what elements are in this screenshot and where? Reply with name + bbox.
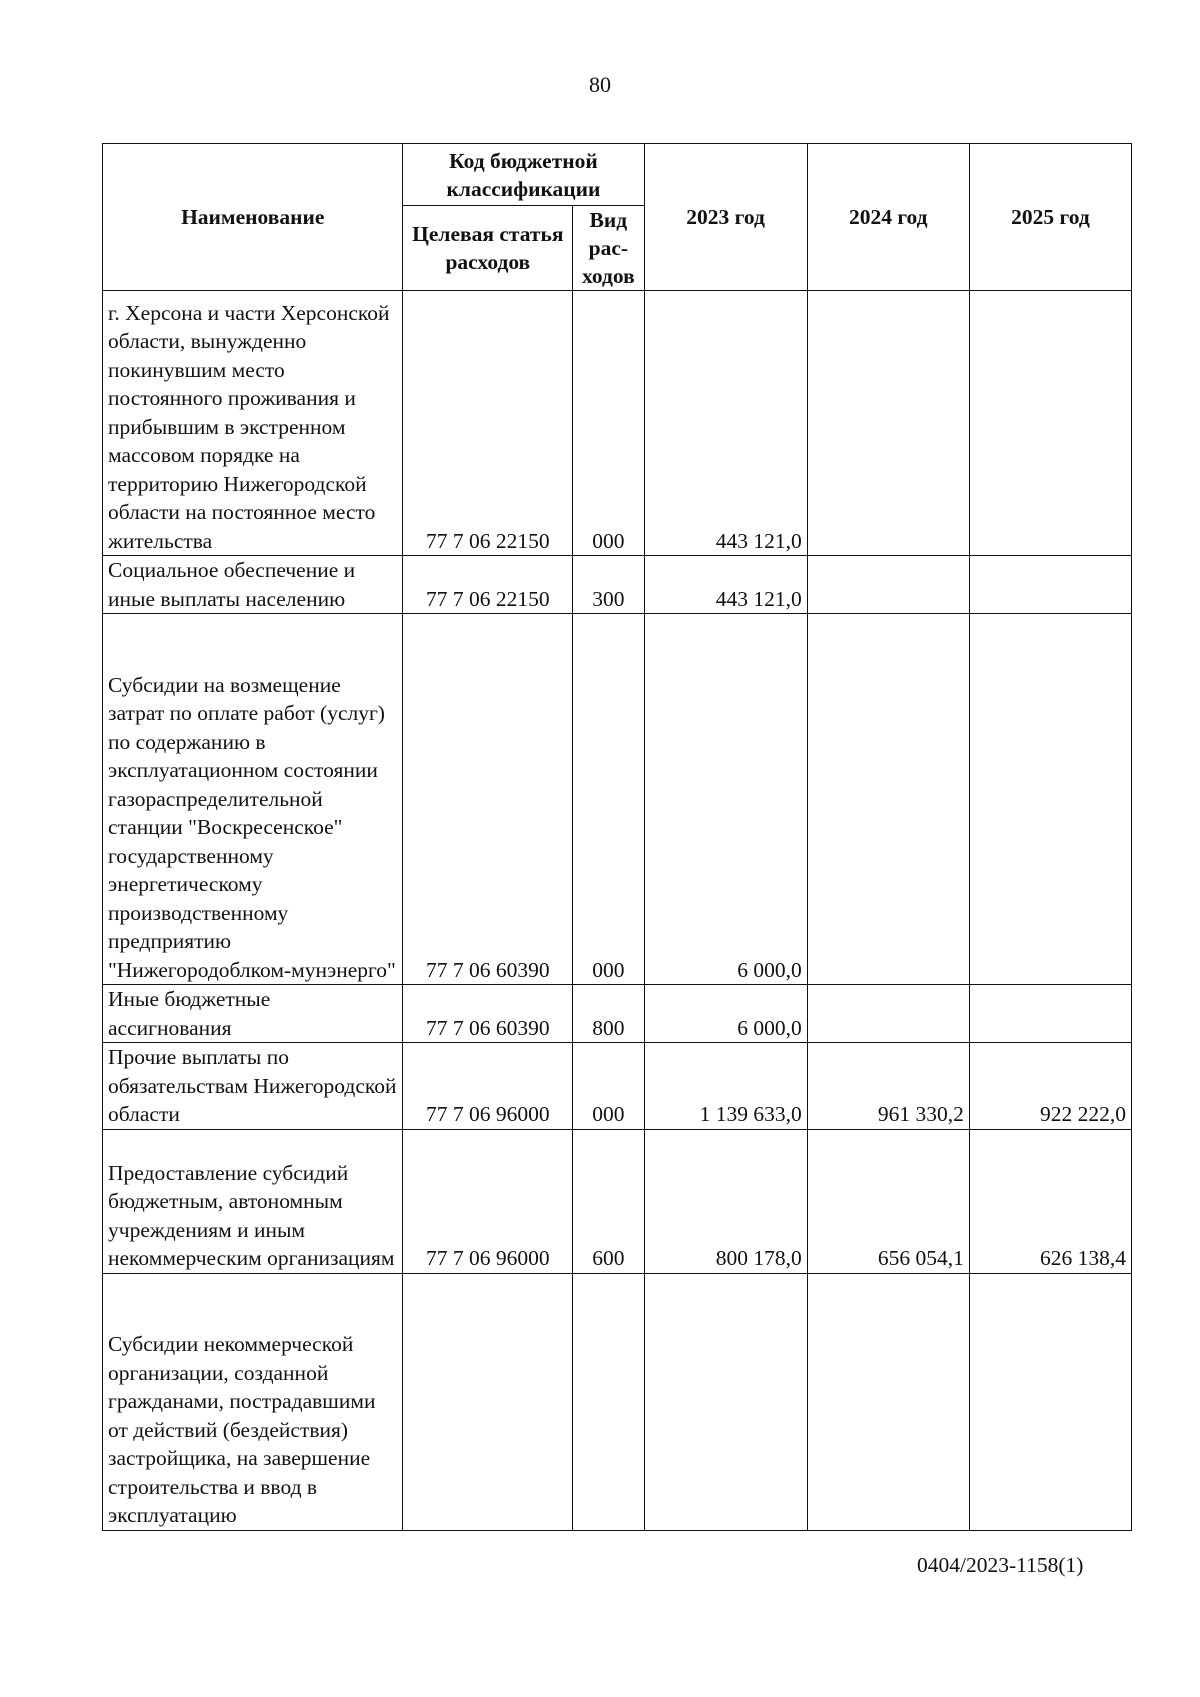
- document-number: 0404/2023-1158(1): [917, 1553, 1084, 1577]
- row-code: 77 7 06 96000: [403, 1129, 573, 1273]
- row-vid: 600: [573, 1129, 644, 1273]
- row-name: Субсидии на возмещение затрат по оплате работ (услуг) по содержанию в эксплуатационном состоянии газораспределительной станции "Воскресенское" государственному энергетическому производственному предприятию "Нижегородоблком-мунэнерго": [103, 614, 403, 985]
- row-2025: 922 222,0: [969, 1043, 1131, 1130]
- row-2025: [969, 1273, 1131, 1530]
- budget-table: [102, 143, 1132, 1531]
- row-vid: 000: [573, 291, 644, 556]
- header-2023: 2023 год: [644, 144, 807, 291]
- row-2023: 6 000,0: [644, 614, 807, 985]
- row-2024: [807, 1273, 969, 1530]
- page-number: 80: [589, 72, 611, 97]
- header-2024: 2024 год: [807, 144, 969, 291]
- row-2025: [969, 556, 1131, 614]
- row-code: 77 7 06 60390: [403, 985, 573, 1043]
- row-2024: 656 054,1: [807, 1129, 969, 1273]
- header-vid: Вид рас-ходов: [573, 206, 644, 291]
- table-row: [103, 1129, 1132, 1273]
- row-2025: 626 138,4: [969, 1129, 1131, 1273]
- header-target: Целевая статья расходов: [403, 206, 573, 291]
- row-code: [403, 1273, 573, 1530]
- row-name: Социальное обеспечение и иные выплаты населению: [103, 556, 403, 614]
- row-2023: 443 121,0: [644, 556, 807, 614]
- row-name: Иные бюджетные ассигнования: [103, 985, 403, 1043]
- table-row: [103, 1273, 1132, 1530]
- row-name: г. Херсона и части Херсонской области, вынужденно покинувшим место постоянного проживания и прибывшим в экстренном массовом порядке на территорию Нижегородской области на постоянное место жительства: [103, 291, 403, 556]
- row-2024: [807, 291, 969, 556]
- table-row: [103, 985, 1132, 1043]
- row-2024: 961 330,2: [807, 1043, 969, 1130]
- row-2023: 800 178,0: [644, 1129, 807, 1273]
- row-2023: 6 000,0: [644, 985, 807, 1043]
- row-name: Предоставление субсидий бюджетным, автономным учреждениям и иным некоммерческим организациям: [103, 1129, 403, 1273]
- row-2025: [969, 614, 1131, 985]
- row-vid: 000: [573, 1043, 644, 1130]
- row-name: Прочие выплаты по обязательствам Нижегородской области: [103, 1043, 403, 1130]
- row-2023: 1 139 633,0: [644, 1043, 807, 1130]
- row-code: 77 7 06 96000: [403, 1043, 573, 1130]
- row-name: Субсидии некоммерческой организации, созданной гражданами, пострадавшими от действий (бездействия) застройщика, на завершение строительства и ввод в эксплуатацию: [103, 1273, 403, 1530]
- table-row: [103, 556, 1132, 614]
- row-vid: 800: [573, 985, 644, 1043]
- header-2025: 2025 год: [969, 144, 1131, 291]
- row-2025: [969, 985, 1131, 1043]
- row-vid: 000: [573, 614, 644, 985]
- row-code: 77 7 06 60390: [403, 614, 573, 985]
- row-2023: 443 121,0: [644, 291, 807, 556]
- row-vid: 300: [573, 556, 644, 614]
- row-2024: [807, 556, 969, 614]
- row-code: 77 7 06 22150: [403, 556, 573, 614]
- table-row: [103, 614, 1132, 985]
- row-vid: [573, 1273, 644, 1530]
- table-row: [103, 1043, 1132, 1130]
- header-name: Наименование: [103, 144, 403, 291]
- row-2025: [969, 291, 1131, 556]
- header-code-group: Код бюджетной классификации: [403, 144, 644, 206]
- row-2024: [807, 614, 969, 985]
- row-code: 77 7 06 22150: [403, 291, 573, 556]
- row-2024: [807, 985, 969, 1043]
- table-row: [103, 291, 1132, 556]
- row-2023: [644, 1273, 807, 1530]
